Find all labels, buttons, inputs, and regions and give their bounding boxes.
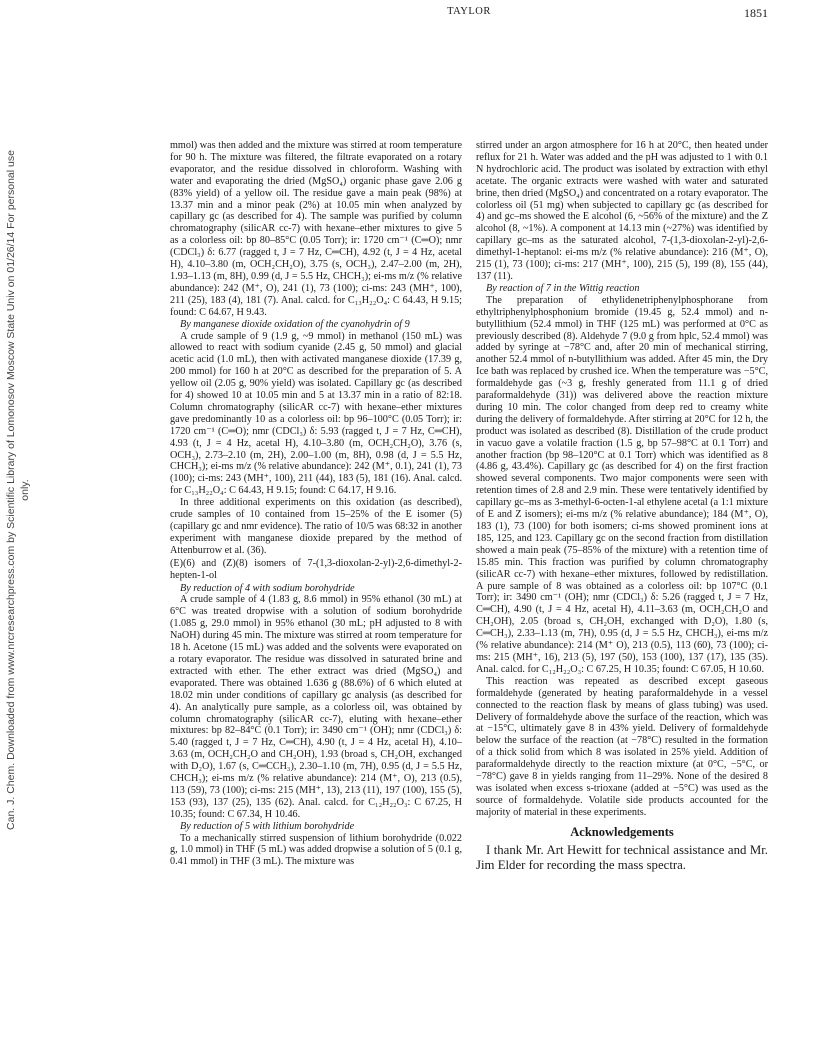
subsection-heading: By reduction of 4 with sodium borohydride — [180, 582, 355, 594]
paragraph: This reaction was repeated as described except gaseous formaldehyde (generated by heating paraformaldehyde in a vessel connected to the reaction flask by means of glass tubing) was used. Delivery of formaldehyde above the surface of the reaction, which was at −15°C, ultimately gave 8 in 43% yield. Delivery of formaldehyde below the surface of the reaction (at −78°C) resulted in the formation of a thick solid from which 8 was isolated in 25% yield. Addition of paraformaldehyde directly to the reaction mixture (at 0°C, −5°C, or −78°C) gave 8 in yields ranging from 11–29%. None of the desired 8 was isolated when excess s-trioxane (added at −5°C) was used as the source of formaldehyde. Volatile side products accounted for the majority of material in these experiments. — [476, 675, 768, 818]
paragraph: mmol) was then added and the mixture was stirred at room temperature for 90 h. The mixture was filtered, the filtrate evaporated on a rotary evaporator, and the residue dissolved in chloroform. Washing with water and evaporating the dried (MgSO₄) organic phase gave 2.06 g (83% yield) of a yellow oil. The residue gave a main peak (98%) at 13.37 min and a minor peak (2%) at 10.05 min when analyzed by capillary gc (as described for 4). The sample was purified by column chromatography (silicAR cc-7) with hexane–ether mixtures to give 5 as a colorless oil: bp 80–85°C (0.05 Torr); ir: 1720 cm⁻¹ (C═O); nmr (CDCl₃) δ: 6.77 (ragged t, J = 7 Hz, C═CH), 4.92 (t, J = 4 Hz, acetal H), 4.10–3.80 (m, OCH₂CH₂O), 3.75 (s, OCH₃), 2.47–2.00 (m, 2H), 1.93–1.13 (m, 8H), 0.99 (d, J = 5.5 Hz, CHCH₃); ei-ms m/z (% relative abundance): 242 (M⁺, O), 241 (1), 73 (100); ci-ms: 243 (MH⁺, 100), 211 (25), 183 (4), 181 (7). Anal. calcd. for C₁₃H₂₂O₄: C 64.43, H 9.15; found: C 64.67, H 9.43. — [170, 140, 462, 318]
subsection-heading: By reduction of 5 with lithium borohydride — [180, 820, 355, 832]
download-watermark-text: Can. J. Chem. Downloaded from www.nrcresearchpress.com by Scientific Library of Lomonosov Moscow State Univ on 01/26/14 For personal use only. — [5, 150, 31, 830]
paragraph: A crude sample of 4 (1.83 g, 8.6 mmol) in 95% ethanol (30 mL) at 6°C was treated dropwise with a solution of sodium borohydride (1.085 g, 29.0 mmol) in 95% ethanol (30 mL; pH adjusted to 8 with NaOH) during 45 min. The mixture was stirred at room temperature for 18 h. Acetone (15 mL) was added and the solvents were evaporated on a rotary evaporator. The residue was dissolved in saturated brine and extracted with ether. The ether extract was dried (MgSO₄) and evaporated. There was obtained 1.636 g (88.6%) of 6 which eluted at 18.02 min under conditions of capillary gc analysis (as described for 4). An analytically pure sample, as a colorless oil, was obtained by column chromatography (silicAR cc-7), eluting with hexane–ether mixtures: bp 82–84°C (0.1 Torr); ir: 3490 cm⁻¹ (OH); nmr (CDCl₃) δ: 5.40 (ragged t, J = 7 Hz, C═CH), 4.90 (t, J = 4 Hz, acetal H), 4.10–3.63 (m, OCH₂CH₂O and CH₂OH), 1.93 (broad s, CH₂OH, exchanged with D₂O), 1.67 (s, C═CCH₃), 2.30–1.10 (m, 7H), 0.95 (d, J = 5.5 Hz, CHCH₃); ei-ms m/z (% relative abundance): 214 (M⁺, O), 213 (0.5), 113 (59), 73 (100); ci-ms: 215 (MH⁺, 13), 213 (11), 197 (100), 155 (5), 153 (93), 137 (25), 135 (62). Anal. calcd. for C₁₂H₂₂O₃: C 67.25, H 10.35; found: C 67.34, H 10.46. — [170, 594, 462, 820]
subsection-heading: By manganese dioxide oxidation of the cyanohydrin of 9 — [180, 318, 410, 330]
page-number: 1851 — [744, 6, 768, 20]
running-header — [170, 6, 768, 20]
paragraph: A crude sample of 9 (1.9 g, ~9 mmol) in methanol (150 mL) was allowed to react with sodium cyanide (2.45 g, 50 mmol) and glacial acetic acid (1.0 mL), then with activated manganese dioxide (17.39 g, 200 mmol) for 160 h at 20°C as described for the preparation of 5. A yellow oil (2.05 g, 90% yield) was isolated. Capillary gc (as described for 4) showed 10 at 10.05 min and 5 at 13.37 min in a ratio of 82:18. Column chromatography (silicAR cc-7) with hexane–ether mixtures gave predominantly 10 as a colorless oil: bp 96–100°C (0.05 Torr); ir: 1720 cm⁻¹ (C═O); nmr (CDCl₃) δ: 5.93 (ragged t, J = 7 Hz, C═CH), 4.93 (t, J = 4 Hz, acetal H), 4.10–3.80 (m, OCH₂CH₂O), 3.76 (s, OCH₃), 2.73–2.10 (m, 2H), 2.00–1.00 (m, 8H), 0.98 (d, J = 5.5 Hz, CHCH₃); ei-ms m/z (% relative abundance): 242 (M⁺, 0.1), 241 (1), 73 (100); ci-ms: 243 (MH⁺, 100), 211 (44), 183 (5), 181 (16). Anal. calcd. for C₁₃H₂₂O₄: C 64.43, H 9.15; found: C 64.17, H 9.16. — [170, 330, 462, 497]
paragraph: In three additional experiments on this oxidation (as described), crude samples of 10 contained from 15–25% of the E isomer (5) (capillary gc and nmr evidence). The ratio of 10/5 was 68:32 in another experiment with manganese dioxide prepared by the method of Attenburrow et al. (36). — [170, 497, 462, 556]
right-column — [476, 140, 768, 874]
paragraph: stirred under an argon atmosphere for 16 h at 20°C, then heated under reflux for 21 h. Water was added and the pH was adjusted to 1 with 0.1 N hydrochloric acid. The product was isolated by extraction with ethyl acetate. The organic extracts were washed with water and saturated brine, then dried (MgSO₄) and concentrated on a rotary evaporator. The colorless oil (51 mg) when subjected to capillary gc (as described for 4) and gc–ms showed the E alcohol (6, ~56% of the mixture) and the Z alcohol (8, ~1%). A component at 14.13 min (~27%) was identified by capillary gc–ms as the saturated alcohol, 7-(1,3-dioxolan-2-yl)-2,6-dimethyl-1-heptanol: ei-ms m/z (% relative abundance): 216 (M⁺, O), 215 (1), 73 (100); ci-ms: 217 (MH⁺, 100), 215 (5), 199 (8), 155 (44), 137 (11). — [476, 140, 768, 282]
left-column — [170, 140, 462, 868]
download-watermark — [4, 140, 44, 840]
section-heading: (E)(6) and (Z)(8) isomers of 7-(1,3-dioxolan-2-yl)-2,6-dimethyl-2-hepten-1-ol — [170, 557, 462, 581]
acknowledgements-heading: Acknowledgements — [570, 824, 674, 839]
running-head-author: TAYLOR — [447, 6, 491, 17]
paragraph: The preparation of ethylidenetriphenylphosphorane from ethyltriphenylphosphonium bromide (19.45 g, 52.4 mmol) and n-butyllithium (52.4 mmol) in THF (125 mL) was performed at 0°C as previously described (8). Aldehyde 7 (9.0 g from hplc, 52.4 mmol) was added by syringe at −78°C and, after 20 min of mechanical stirring, another 52.4 mmol of n-butyllithium was added. After 45 min, the Dry Ice bath was replaced by crushed ice. When the temperature was −5°C, formaldehyde gas (~3 g, freshly generated from 11.1 g of dried paraformaldehyde (31)) was delivered above the reaction mixture during 10 min. The color changed from deep red to creamy white during the delivery of formaldehyde. After stirring at 20°C for 12 h, the product was isolated as described (8). Distillation of the crude product in vacuo gave a volatile fraction (1.5 g, bp 57–98°C at 0.1 Torr) and another fraction (bp 98–120°C at 0.1 Torr) which was identified as 8 (4.86 g, 43.4%). Capillary gc (as described for 4) on the first fraction showed several components. Two major components were seen with retention times of 2.8 and 2.9 min. These were tentatively identified by capillary gc–ms as 3-methyl-6-octen-1-al ethylene acetal (a 1:1 mixture of E and Z isomers); ei-ms m/z (% relative abundance); 184 (M⁺, O), 183 (1), 73 (100) for both isomers; ci-ms showed prominent ions at 185, 125, and 123. Capillary gc on the second fraction from distillation showed a main peak (75–85% of the mixture) with a retention time of 15.85 min. This fraction was purified by column chromatography (silicAR cc-7) with hexane–ether mixtures, followed by redistillation. A pure sample of 8 was obtained as a colorless oil: bp 107°C (0.1 Torr); ir: 3490 cm⁻¹ (OH); nmr (CDCl₃) δ: 5.26 (ragged t, J = 7 Hz, C═CH), 4.90 (t, J = 4 Hz, acetal H), 4.11–3.63 (m, OCH₂CH₂O and CH₂OH), 2.05 (broad s, CH₂OH, exchanged with D₂O), 1.80 (s, C═CH₃), 2.33–1.13 (m, 7H), 0.95 (d, J = 5.5 Hz, CHCH₃), ei-ms m/z (% relative abundance): 214 (M⁺ O), 213 (0.5), 113 (60), 73 (100); ci-ms: 215 (MH⁺, 16), 213 (5), 197 (50), 153 (100), 137 (17), 135 (35). Anal. calcd. for C₁₂H₂₂O₃: C 67.25, H 10.35; found: C 67.05, H 10.60. — [476, 294, 768, 675]
subsection-heading: By reaction of 7 in the Wittig reaction — [486, 282, 640, 294]
acknowledgements-text: I thank Mr. Art Hewitt for technical assistance and Mr. Jim Elder for recording the mass spectra. — [476, 842, 768, 873]
paragraph: To a mechanically stirred suspension of lithium borohydride (0.022 g, 1.0 mmol) in THF (5 mL) was added dropwise a solution of 5 (0.1 g, 0.41 mmol) in THF (3 mL). The mixture was — [170, 832, 462, 868]
